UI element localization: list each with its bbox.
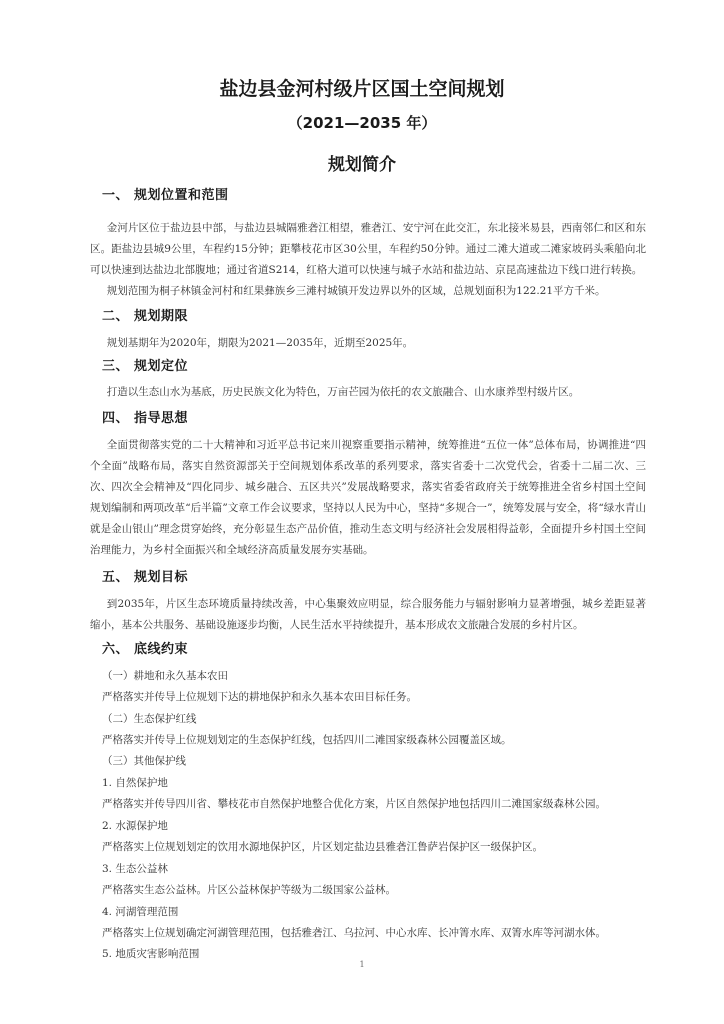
section-title-positioning: 三、 规划定位 bbox=[102, 359, 189, 374]
page-number: 1 bbox=[359, 960, 365, 969]
section-title-bottom-line: 六、 底线约束 bbox=[102, 642, 189, 657]
paragraph-location: 金河片区位于盐边县中部，与盐边县城隔雅砻江相望，雅砻江、安宁河在此交汇，东北接米易县，西南邻仁和区和东区。距盐边县城9公里，车程约15分钟；距攀枝花市区30公里，车程约50分钟。通过二滩大道或二滩家坡码头乘船向北可以快速到达盐边北部腹地；通过省道S214，红格大道可以快速与城子水站和盐边站、京昆高速盐边下线口进行转换。 bbox=[90, 222, 646, 276]
paragraph-period: 规划基期年为2020年，期限为2021—2035年，近期至2025年。 bbox=[106, 337, 414, 349]
document-title: 盐边县金河村级片区国土空间规划 bbox=[219, 78, 505, 100]
list-item: 4. 河湖管理范围 bbox=[102, 906, 179, 918]
list-item: （三）其他保护线 bbox=[102, 755, 186, 767]
paragraph-goals: 到2035年，片区生态环境质量持续改善，中心集聚效应明显，综合服务能力与辐射影响力显著增强，城乡差距显著缩小，基本公共服务、基础设施逐步均衡，人民生活水平持续提升，基本形成农文旅融合发展的乡村片区。 bbox=[90, 598, 646, 631]
list-item: 5. 地质灾害影响范围 bbox=[102, 948, 200, 960]
list-item: 严格落实并传导上位规划划定的生态保护红线，包括四川二滩国家级森林公园覆盖区域。 bbox=[102, 734, 512, 746]
list-item: 严格落实上位规划划定的饮用水源地保护区，片区划定盐边县雅砻江鲁萨岩保护区一级保护区。 bbox=[102, 841, 543, 853]
list-item: 3. 生态公益林 bbox=[102, 863, 168, 875]
list-item: （二）生态保护红线 bbox=[102, 713, 197, 725]
list-item: （一）耕地和永久基本农田 bbox=[102, 670, 228, 682]
list-item: 2. 水源保护地 bbox=[102, 820, 168, 832]
section-title-goals: 五、 规划目标 bbox=[102, 570, 189, 585]
section-title-location: 一、 规划位置和范围 bbox=[102, 188, 229, 203]
paragraph-positioning: 打造以生态山水为基底，历史民族文化为特色，万亩芒园为依托的农文旅融合、山水康养型村级片区。 bbox=[106, 386, 580, 398]
list-item: 严格落实生态公益林。片区公益林保护等级为二级国家公益林。 bbox=[102, 884, 396, 896]
list-item: 严格落实上位规划确定河湖管理范围，包括雅砻江、乌拉河、中心水库、长冲箐水库、双箐水库等河湖水体。 bbox=[102, 927, 606, 939]
paragraph-guiding-thought: 全面贯彻落实党的二十大精神和习近平总书记来川视察重要指示精神，统筹推进“五位一体”总体布局，协调推进“四个全面”战略布局，落实自然资源部关于空间规划体系改革的系列要求，落实省委十二次党代会，省委十二届二次、三次、四次全会精神及“四化同步、城乡融合、五区共兴”发展战略要求，落实省委省政府关于统筹推进全省乡村国土空间规划编制和两项改革“后半篇”文章工作会议要求，坚持以人民为中心，坚持“多规合一”，统筹发展与安全，将“绿水青山就是金山银山”理念贯穿始终，充分彰显生态产品价值，推动生态文明与经济社会发展相得益彰，全面提升乡村国土空间治理能力，为乡村全面振兴和全域经济高质量发展夯实基础。 bbox=[90, 439, 646, 556]
document-heading: 规划简介 bbox=[328, 155, 396, 175]
list-item: 严格落实并传导四川省、攀枝花市自然保护地整合优化方案，片区自然保护地包括四川二滩国家级森林公园。 bbox=[102, 798, 606, 810]
section-title-period: 二、 规划期限 bbox=[102, 309, 189, 324]
list-item: 严格落实并传导上位规划下达的耕地保护和永久基本农田目标任务。 bbox=[102, 691, 417, 703]
document-subtitle: （2021—2035 年） bbox=[287, 114, 437, 132]
paragraph-scope: 规划范围为桐子林镇金河村和红果彝族乡三滩村城镇开发边界以外的区域，总规划面积为122.21平方千米。 bbox=[106, 285, 606, 297]
section-title-guiding-thought: 四、 指导思想 bbox=[102, 411, 189, 426]
list-item: 1. 自然保护地 bbox=[102, 777, 168, 789]
